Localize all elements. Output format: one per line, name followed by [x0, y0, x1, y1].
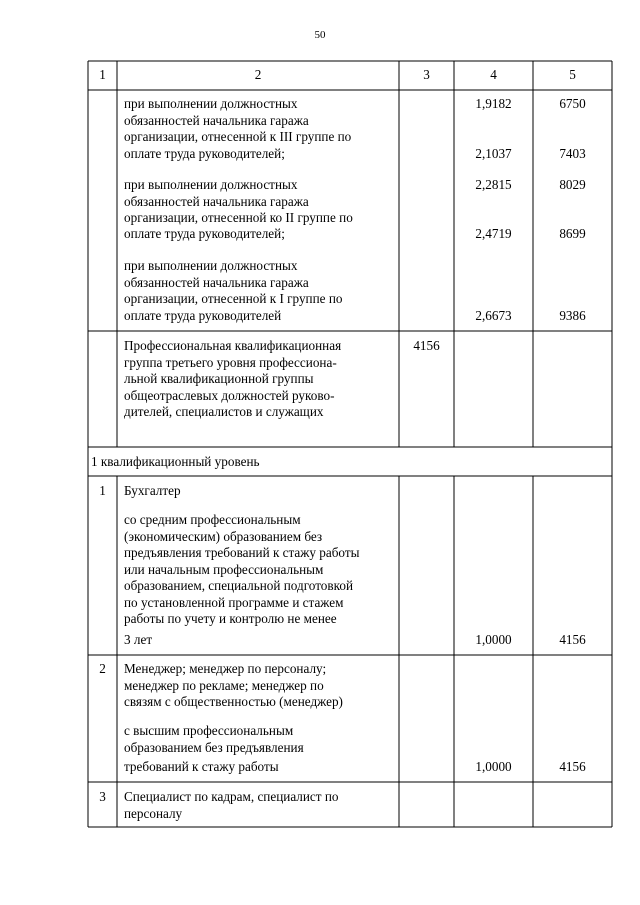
condition-line: с высшим профессиональным: [124, 723, 294, 738]
condition-line: предъявления требований к стажу работы: [124, 545, 360, 560]
row-number: 3: [99, 789, 106, 804]
group-text-line: Профессиональная квалификационная: [124, 338, 342, 353]
position-title-line: Менеджер; менеджер по персоналу;: [124, 661, 327, 676]
salary-value: 4156: [559, 759, 586, 774]
group-base-salary: 4156: [413, 338, 440, 353]
header-col-1: 1: [99, 67, 106, 82]
salary-value: 7403: [559, 146, 586, 161]
condition-line: 3 лет: [124, 632, 153, 647]
row-number: 1: [99, 483, 106, 498]
item-text-line: обязанностей начальника гаража: [124, 113, 309, 128]
page-number: 50: [314, 29, 326, 41]
position-title-line: Специалист по кадрам, специалист по: [124, 789, 339, 804]
item-text-line: оплате труда руководителей: [124, 308, 282, 323]
coefficient-value: 2,1037: [475, 146, 512, 161]
condition-line: требований к стажу работы: [124, 759, 279, 774]
group-text-line: группа третьего уровня профессиона-: [124, 355, 337, 370]
condition-line: работы по учету и контролю не менее: [124, 611, 337, 626]
salary-value: 8029: [559, 177, 586, 192]
coefficient-value: 1,0000: [475, 759, 512, 774]
position-title: Бухгалтер: [124, 483, 181, 498]
group-text-line: льной квалификационной группы: [124, 371, 314, 386]
item-text-line: оплате труда руководителей;: [124, 146, 285, 161]
header-col-2: 2: [254, 67, 262, 82]
group-text-line: общеотраслевых должностей руково-: [124, 388, 335, 403]
salary-value: 6750: [559, 96, 586, 111]
item-text-line: организации, отнесенной к III группе по: [124, 129, 352, 144]
header-col-4: 4: [490, 67, 497, 82]
salary-value: 4156: [559, 632, 586, 647]
salary-value: 8699: [559, 226, 586, 241]
condition-line: или начальным профессиональным: [124, 562, 324, 577]
item-text-line: обязанностей начальника гаража: [124, 275, 309, 290]
coefficient-value: 2,6673: [475, 308, 512, 323]
condition-line: по установленной программе и стажем: [124, 595, 344, 610]
item-text-line: организации, отнесенной ко II группе по: [124, 210, 353, 225]
header-col-3: 3: [423, 67, 430, 82]
group-text-line: дителей, специалистов и служащих: [124, 404, 324, 419]
coefficient-value: 1,0000: [475, 632, 512, 647]
item-text-line: при выполнении должностных: [124, 177, 298, 192]
condition-line: образованием без предъявления: [124, 740, 304, 755]
condition-line: (экономическим) образованием без: [124, 529, 323, 544]
coefficient-value: 2,2815: [475, 177, 512, 192]
condition-line: образованием, специальной подготовкой: [124, 578, 354, 593]
level-heading: 1 квалификационный уровень: [91, 454, 260, 469]
position-title-line: связям с общественностью (менеджер): [124, 694, 343, 709]
item-text-line: при выполнении должностных: [124, 258, 298, 273]
item-text-line: при выполнении должностных: [124, 96, 298, 111]
coefficient-value: 2,4719: [475, 226, 512, 241]
item-text-line: организации, отнесенной к I группе по: [124, 291, 343, 306]
condition-line: со средним профессиональным: [124, 512, 301, 527]
row-number: 2: [99, 661, 106, 676]
position-title-line: менеджер по рекламе; менеджер по: [124, 678, 324, 693]
item-text-line: оплате труда руководителей;: [124, 226, 285, 241]
position-title-line: персоналу: [124, 806, 183, 821]
item-text-line: обязанностей начальника гаража: [124, 194, 309, 209]
header-col-5: 5: [569, 67, 576, 82]
coefficient-value: 1,9182: [475, 96, 512, 111]
salary-value: 9386: [559, 308, 586, 323]
